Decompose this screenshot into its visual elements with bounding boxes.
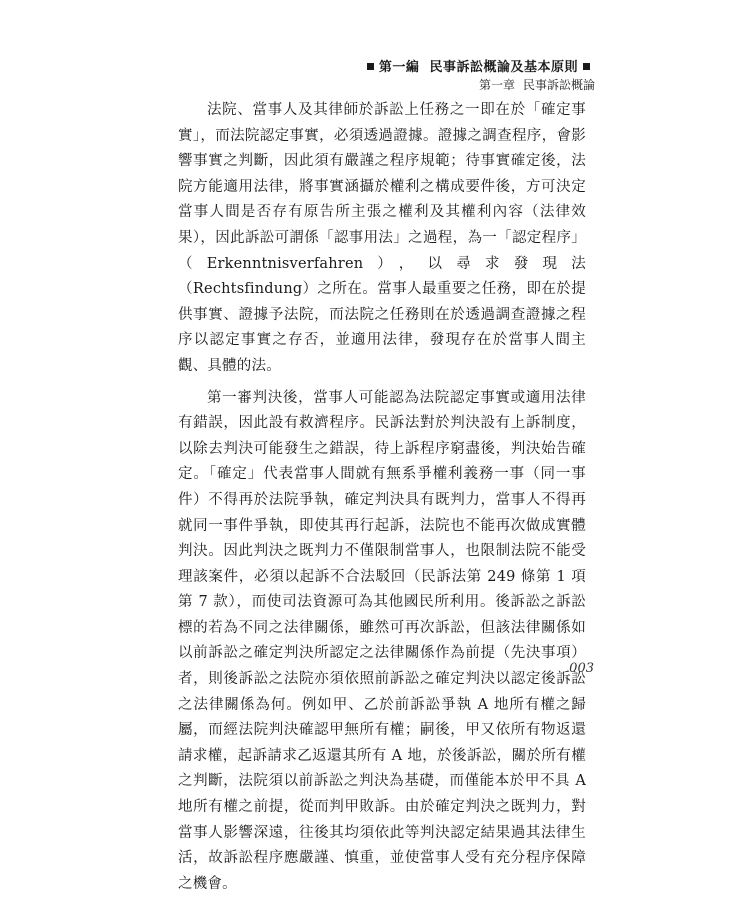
- running-head-part: [362, 60, 595, 76]
- chapter-title: 民事訴訟概論: [522, 78, 595, 93]
- page-number: 003: [569, 661, 594, 676]
- running-head-chapter: [362, 78, 595, 93]
- body-text: [178, 98, 586, 897]
- square-bullet-icon: [367, 63, 374, 70]
- part-label: 第一編: [378, 60, 420, 75]
- paragraph-2: 第一審判決後，當事人可能認為法院認定事實或適用法律有錯誤，因此設有救濟程序。民訴法對於判決設有上訴制度，以除去判決可能發生之錯誤，待上訴程序窮盡後，判決始告確定。「確定」代表當事人間就有無系爭權利義務一事（同一事件）不得再於法院爭執，確定判決具有既判力，當事人不得再就同一事件爭執，即使其再行起訴，法院也不能再次做成實體判決。因此判決之既判力不僅限制當事人，也限制法院不能受理該案件，必須以起訴不合法駁回（民訴法第 249 條第 1 項第 7 款），而使司法資源可為其他國民所利用。後訴訟之訴訟標的若為不同之法律關係，雖然可再次訴訟，但該法律關係如以前訴訟之確定判決所認定之法律關係作為前提（先決事項）者，則後訴訟之法院亦須依照前訴訟之確定判決以認定後訴訟之法律關係為何。例如甲、乙於前訴訟爭執 A 地所有權之歸屬，而經法院判決確認甲無所有權；嗣後，甲又依所有物返還請求權，起訴請求乙返還其所有 A 地，於後訴訟，關於所有權之判斷，法院須以前訴訟之判決為基礎，而僅能本於甲不具 A 地所有權之前提，從而判甲敗訴。由於確定判決之既判力，對當事人影響深遠，往後其均須依此等判決認定結果過其法律生活，故訴訟程序應嚴謹、慎重，並使當事人受有充分程序保障之機會。: [178, 389, 586, 892]
- paragraph-1: 法院、當事人及其律師於訴訟上任務之一即在於「確定事實」，而法院認定事實，必須透過證據。證據之調查程序，會影響事實之判斷，因此須有嚴謹之程序規範；待事實確定後，法院方能適用法律，將事實涵攝於權利之構成要件後，方可決定當事人間是否存有原告所主張之權利及其權利內容（法律效果），因此訴訟可謂係「認事用法」之過程，為一「認定程序」（Erkenntnisverfahren），以尋求發現法（Rechtsfindung）之所在。當事人最重要之任務，即在於提供事實、證據予法院，而法院之任務則在於透過調查證據之程序以認定事實之存否，並適用法律，發現存在於當事人間主觀、具體的法。: [178, 102, 586, 374]
- square-bullet-icon: [583, 63, 590, 70]
- part-title: 民事訴訟概論及基本原則: [429, 60, 578, 75]
- running-head: [362, 60, 595, 93]
- chapter-label: 第一章: [478, 78, 515, 93]
